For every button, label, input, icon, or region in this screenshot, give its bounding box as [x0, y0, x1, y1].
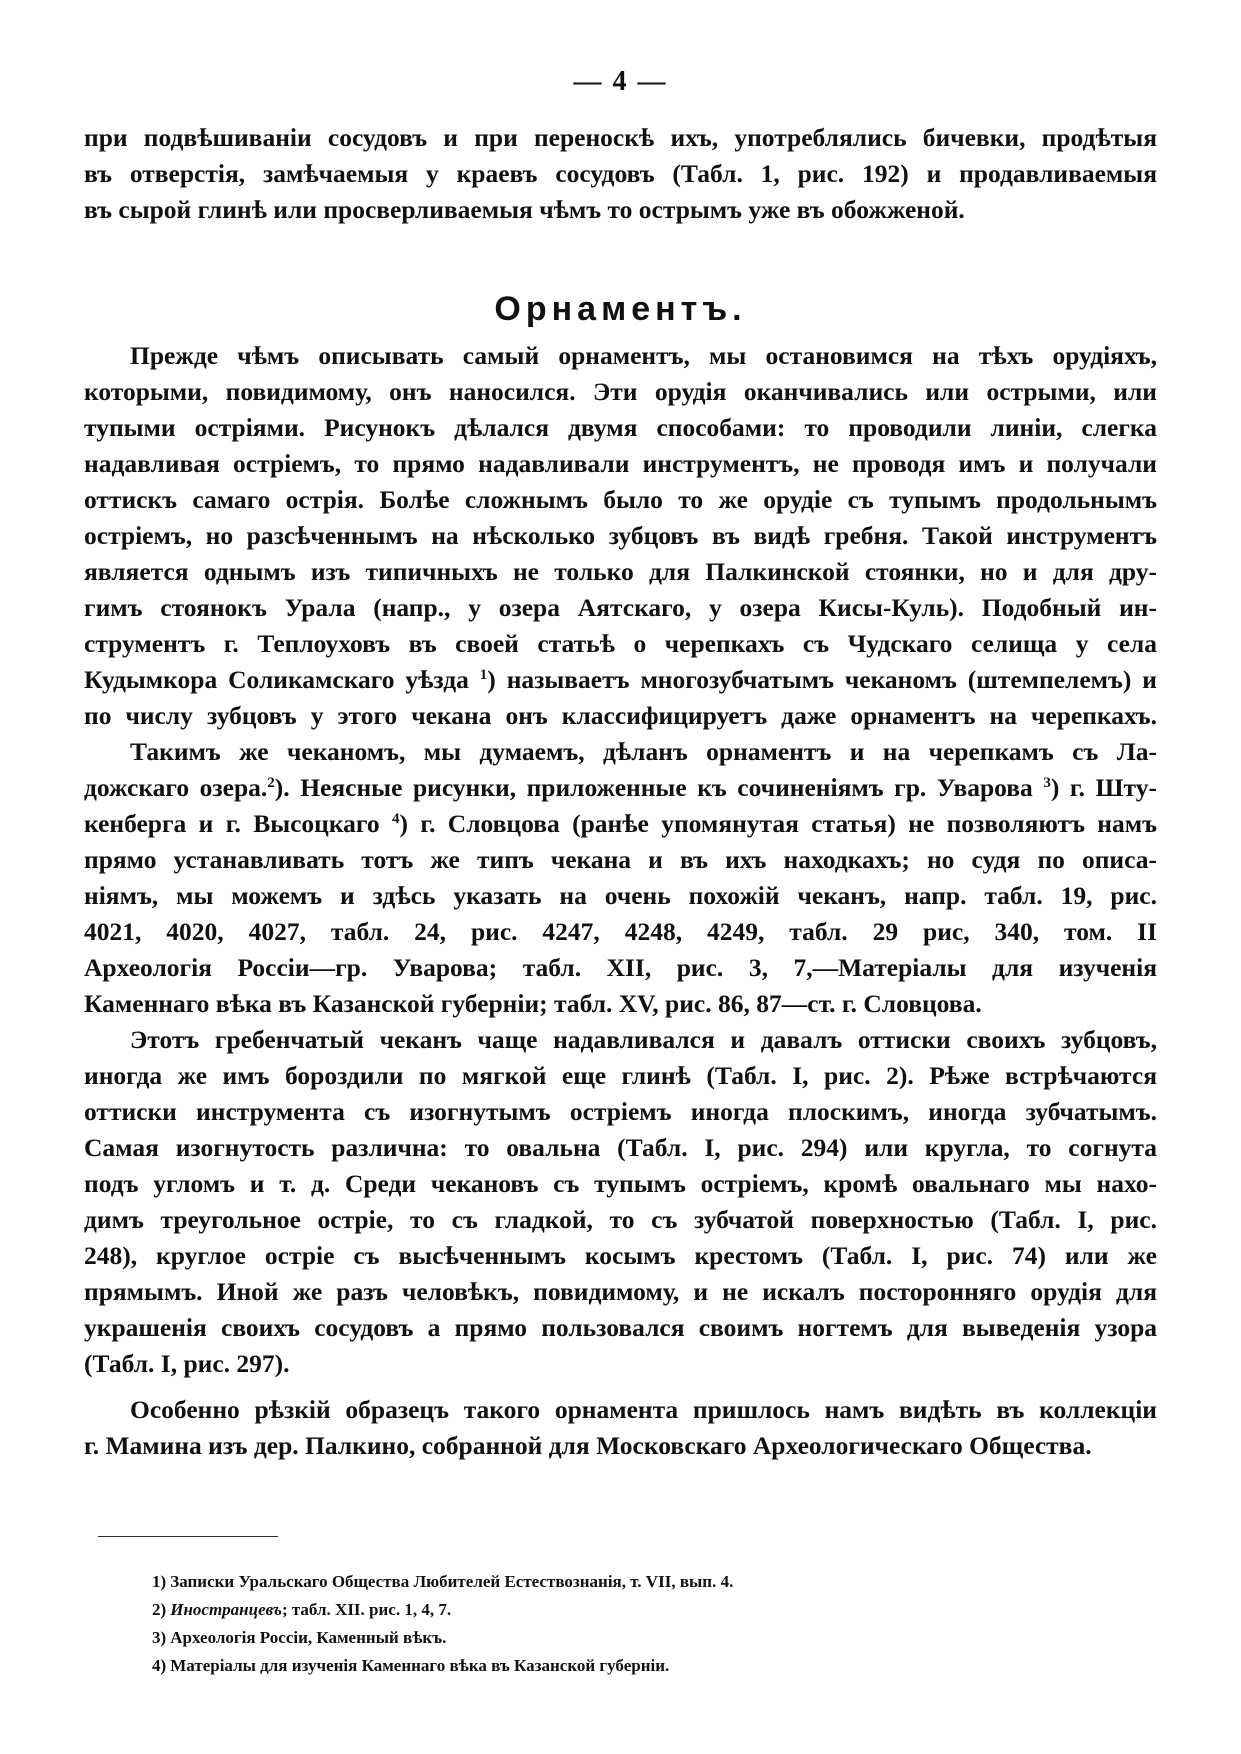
footnote-text: Записки Уральскаго Общества Любителей Естествознанія, т. VII, вып. 4.: [170, 1572, 734, 1591]
text-run: ) называетъ многозубчатымъ чеканомъ (штемпелемъ) и: [487, 665, 1157, 694]
footnote-text: Археологія Россіи, Каменный вѣкъ.: [170, 1628, 447, 1647]
text-line: Такимъ же чеканомъ, мы думаемъ, дѣланъ орнаментъ и на черепкамъ съ Ла-: [130, 737, 1157, 766]
text-line: [84, 806, 1157, 842]
text-line: ніямъ, мы можемъ и здѣсь указать на очень похожій чеканъ, напр. табл. 19, рис.: [84, 881, 1157, 910]
footnote-ref: 2: [267, 775, 275, 791]
text-line: является однымъ изъ типичныхъ не только для Палкинской стоянки, но и для дру-: [84, 557, 1157, 586]
text-line: которыми, повидимому, онъ наносился. Эти орудія оканчивались или острыми, или: [84, 377, 1157, 406]
text-line: 4021, 4020, 4027, табл. 24, рис. 4247, 4248, 4249, табл. 29 рис, 340, том. II: [84, 917, 1157, 946]
text-line: г. Мамина изъ дер. Палкино, собранной для Московскаго Археологическаго Общества.: [84, 1431, 1092, 1460]
footnote-text: ; табл. XII. рис. 1, 4, 7.: [281, 1600, 452, 1619]
footnote-marker: 4): [152, 1656, 167, 1675]
footnote: [152, 1598, 1152, 1622]
text-run: ) г. Шту-: [1050, 773, 1157, 802]
text-line: надавливая остріемъ, то прямо надавливали инструментъ, не проводя имъ и получали: [84, 449, 1157, 478]
footnote-divider: [98, 1536, 278, 1537]
text-line: [84, 662, 1157, 698]
text-line: Особенно рѣзкій образецъ такого орнамента пришлось намъ видѣть въ коллекціи: [130, 1395, 1157, 1424]
footnote-author: Иностранцевъ: [170, 1600, 282, 1619]
text-line: оттискъ самаго острія. Болѣе сложнымъ было то же орудіе съ тупымъ продольнымъ: [84, 485, 1157, 514]
text-line: [84, 770, 1157, 806]
footnote-text: Матеріалы для изученія Каменнаго вѣка въ Казанской губерніи.: [170, 1656, 670, 1675]
text-line: (Табл. I, рис. 297).: [84, 1349, 290, 1378]
section-heading: Орнаментъ.: [494, 290, 747, 328]
text-line: гимъ стоянокъ Урала (напр., у озера Аятскаго, у озера Кисы-Куль). Подобный ин-: [84, 593, 1157, 622]
footnote-marker: 3): [152, 1628, 167, 1647]
footnote-ref: 4: [392, 811, 400, 827]
text-line: Каменнаго вѣка въ Казанской губерніи; табл. XV, рис. 86, 87—ст. г. Словцова.: [84, 989, 982, 1018]
footnote: [152, 1626, 1152, 1650]
text-line: по числу зубцовъ у этого чекана онъ классифицируетъ даже орнаментъ на черепкахъ.: [84, 701, 1157, 730]
footnote-marker: 2): [152, 1600, 167, 1619]
text-line: подъ угломъ и т. д. Среди чекановъ съ тупымъ остріемъ, кромѣ овальнаго мы нахо-: [84, 1169, 1157, 1198]
text-run: дожскаго озера.: [84, 773, 268, 802]
footnote-marker: 1): [152, 1572, 167, 1591]
footnote: [152, 1654, 1152, 1678]
text-line: тупыми остріями. Рисунокъ дѣлался двумя способами: то проводили линіи, слегка: [84, 413, 1157, 442]
text-line: прямо устанавливать тотъ же типъ чекана и въ ихъ находкахъ; но судя по описа-: [84, 845, 1157, 874]
text-line: украшенія своихъ сосудовъ а прямо пользовался своимъ ногтемъ для выведенія узора: [84, 1313, 1157, 1342]
text-run: Кудымкора Соликамскаго уѣзда: [84, 665, 480, 694]
text-line: въ отверстія, замѣчаемыя у краевъ сосудовъ (Табл. 1, рис. 192) и продавливаемыя: [84, 159, 1157, 188]
text-run: ). Неясные рисунки, приложенные къ сочиненіямъ гр. Уварова: [274, 773, 1044, 802]
text-line: при подвѣшиваніи сосудовъ и при переноскѣ ихъ, употреблялись бичевки, продѣтыя: [84, 123, 1157, 152]
text-line: въ сырой глинѣ или просверливаемыя чѣмъ то острымъ уже въ обожженой.: [84, 195, 965, 224]
text-run: ) г. Словцова (ранѣе упомянутая статья) не позволяютъ намъ: [399, 809, 1157, 838]
page-number: — 4 —: [573, 66, 668, 97]
text-line: иногда же имъ бороздили по мягкой еще глинѣ (Табл. I, рис. 2). Рѣже встрѣчаются: [84, 1061, 1157, 1090]
text-line: димъ треугольное остріе, то съ гладкой, то съ зубчатой поверхностью (Табл. I, рис.: [84, 1205, 1157, 1234]
text-line: Прежде чѣмъ описывать самый орнаментъ, мы остановимся на тѣхъ орудіяхъ,: [130, 341, 1157, 370]
text-line: Археологія Россіи—гр. Уварова; табл. XII, рис. 3, 7,—Матеріалы для изученія: [84, 953, 1157, 982]
footnote-ref: 1: [479, 667, 488, 683]
text-line: прямымъ. Иной же разъ человѣкъ, повидимому, и не искалъ посторонняго орудія для: [84, 1277, 1157, 1306]
text-run: кенберга и г. Высоцкаго: [84, 809, 392, 838]
text-line: Самая изогнутость различна: то овальна (Табл. I, рис. 294) или кругла, то согнута: [84, 1133, 1157, 1162]
text-line: остріемъ, но разсѣченнымъ на нѣсколько зубцовъ въ видѣ гребня. Такой инструментъ: [84, 521, 1157, 550]
text-line: струментъ г. Теплоуховъ въ своей статьѣ о черепкахъ съ Чудскаго селища у села: [84, 629, 1157, 658]
text-line: оттиски инструмента съ изогнутымъ остріемъ иногда плоскимъ, иногда зубчатымъ.: [84, 1097, 1157, 1126]
text-line: 248), круглое остріе съ высѣченнымъ косымъ крестомъ (Табл. I, рис. 74) или же: [84, 1241, 1157, 1270]
text-line: Этотъ гребенчатый чеканъ чаще надавливался и давалъ оттиски своихъ зубцовъ,: [130, 1025, 1157, 1054]
footnote-ref: 3: [1043, 775, 1051, 791]
footnote: [152, 1570, 1152, 1594]
